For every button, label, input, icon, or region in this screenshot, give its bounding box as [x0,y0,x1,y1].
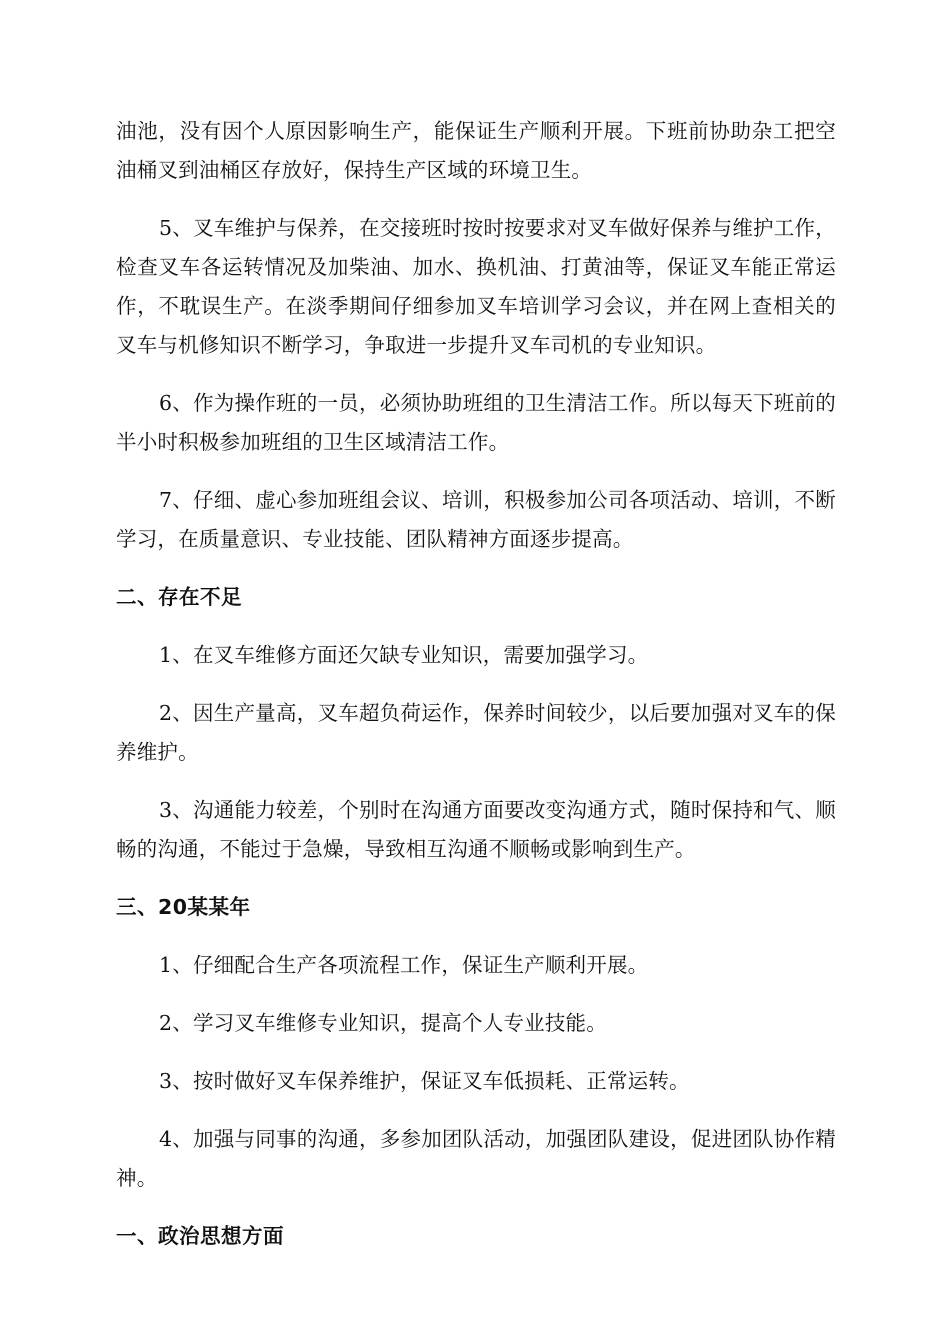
section-heading-plan: 三、20某某年 [116,895,251,919]
paragraph-plan-1: 1、仔细配合生产各项流程工作，保证生产顺利开展。 [159,953,649,977]
paragraph-shortcoming-2: 2、因生产量高，叉车超负荷运作，保养时间较少，以后要加强对叉车的保养维护。 [116,701,836,764]
paragraph-item-6: 6、作为操作班的一员，必须协助班组的卫生清洁工作。所以每天下班前的半小时积极参加班组的卫生区域清洁工作。 [116,391,836,454]
paragraph-plan-3: 3、按时做好叉车保养维护，保证叉车低损耗、正常运转。 [159,1069,690,1093]
paragraph-shortcoming-3: 3、沟通能力较差，个别时在沟通方面要改变沟通方式，随时保持和气、顺畅的沟通，不能过于急燥，导致相互沟通不顺畅或影响到生产。 [116,798,836,861]
section-heading-political: 一、政治思想方面 [116,1224,284,1248]
paragraph-continuation: 油池，没有因个人原因影响生产，能保证生产顺利开展。下班前协助杂工把空油桶叉到油桶区存放好，保持生产区域的环境卫生。 [116,119,836,182]
paragraph-item-7: 7、仔细、虚心参加班组会议、培训，积极参加公司各项活动、培训，不断学习，在质量意识、专业技能、团队精神方面逐步提高。 [116,488,836,551]
paragraph-item-5: 5、叉车维护与保养，在交接班时按时按要求对叉车做好保养与维护工作，检查叉车各运转情况及加柴油、加水、换机油、打黄油等，保证叉车能正常运作，不耽误生产。在淡季期间仔细参加叉车培训学习会议，并在网上查相关的叉车与机修知识不断学习，争取进一步提升叉车司机的专业知识。 [116,216,836,357]
paragraph-shortcoming-1: 1、在叉车维修方面还欠缺专业知识，需要加强学习。 [159,643,649,667]
paragraph-plan-4: 4、加强与同事的沟通，多参加团队活动，加强团队建设，促进团队协作精神。 [116,1127,836,1190]
document-page [116,112,836,1275]
paragraph-plan-2: 2、学习叉车维修专业知识，提高个人专业技能。 [159,1011,607,1035]
section-heading-shortcomings: 二、存在不足 [116,585,242,609]
